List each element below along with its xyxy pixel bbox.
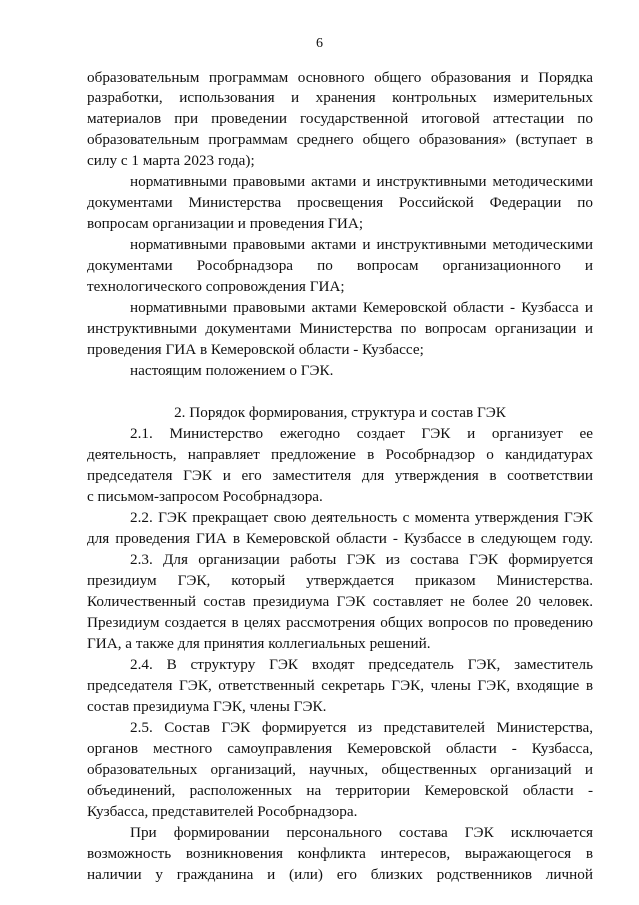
text-line: документами Министерства просвещения Российской Федерации по xyxy=(87,194,593,211)
text-line: наличии у гражданина и (или) его близких родственников личной xyxy=(87,866,593,883)
section-heading: 2. Порядок формирования, структура и состав ГЭК xyxy=(174,404,506,421)
text-line: 2.1. Министерство ежегодно создает ГЭК и организует ее xyxy=(130,425,593,442)
text-line: документами Рособрнадзора по вопросам организационного и xyxy=(87,257,593,274)
text-line: образовательным программам основного общего образования и Порядка xyxy=(87,69,593,86)
text-line: материалов при проведении государственной итоговой аттестации по xyxy=(87,110,593,127)
text-line: Количественный состав президиума ГЭК составляет не более 20 человек. xyxy=(87,593,593,610)
text-line: нормативными правовыми актами и инструктивными методическими xyxy=(130,173,593,190)
text-line: 2.2. ГЭК прекращает свою деятельность с момента утверждения ГЭК xyxy=(130,509,593,526)
text-line: нормативными правовыми актами Кемеровской области - Кузбасса и xyxy=(130,299,593,316)
text-line: ГИА, а также для принятия коллегиальных решений. xyxy=(87,635,431,652)
text-line: технологического сопровождения ГИА; xyxy=(87,278,345,295)
text-line: проведения ГИА в Кемеровской области - Кузбассе; xyxy=(87,341,424,358)
text-line: При формировании персонального состава ГЭК исключается xyxy=(130,824,593,841)
text-line: председателя ГЭК и его заместителя для утверждения в соответствии xyxy=(87,467,593,484)
text-line: состав президиума ГЭК, члены ГЭК. xyxy=(87,698,327,715)
text-line: органов местного самоуправления Кемеровской области - Кузбасса, xyxy=(87,740,593,757)
text-line: 2.3. Для организации работы ГЭК из состава ГЭК формируется xyxy=(130,551,593,568)
text-line: 2.4. В структуру ГЭК входят председатель ГЭК, заместитель xyxy=(130,656,593,673)
page-number: 6 xyxy=(316,36,323,51)
text-line: с письмом-запросом Рособрнадзора. xyxy=(87,488,323,505)
text-line: 2.5. Состав ГЭК формируется из представителей Министерства, xyxy=(130,719,593,736)
text-line: для проведения ГИА в Кемеровской области - Кузбассе в следующем году. xyxy=(87,530,593,547)
text-line: Кузбасса, представителей Рособрнадзора. xyxy=(87,803,358,820)
text-line: разработки, использования и хранения контрольных измерительных xyxy=(87,89,593,106)
text-line: объединений, расположенных на территории Кемеровской области - xyxy=(87,782,593,799)
text-line: нормативными правовыми актами и инструктивными методическими xyxy=(130,236,593,253)
text-line: образовательным программам среднего общего образования» (вступает в xyxy=(87,131,593,148)
text-line: президиум ГЭК, который утверждается приказом Министерства. xyxy=(87,572,593,589)
text-line: Президиум создается в целях рассмотрения общих вопросов по проведению xyxy=(87,614,593,631)
text-line: силу с 1 марта 2023 года); xyxy=(87,152,255,169)
text-line: инструктивными документами Министерства по вопросам организации и xyxy=(87,320,593,337)
text-line: возможность возникновения конфликта интересов, выражающегося в xyxy=(87,845,593,862)
text-line: вопросам организации и проведения ГИА; xyxy=(87,215,364,232)
text-line: деятельность, направляет предложение в Рособрнадзор о кандидатурах xyxy=(87,446,593,463)
text-line: настоящим положением о ГЭК. xyxy=(130,362,334,379)
text-line: образовательных организаций, научных, общественных организаций и xyxy=(87,761,593,778)
text-line: председателя ГЭК, ответственный секретарь ГЭК, члены ГЭК, входящие в xyxy=(87,677,593,694)
